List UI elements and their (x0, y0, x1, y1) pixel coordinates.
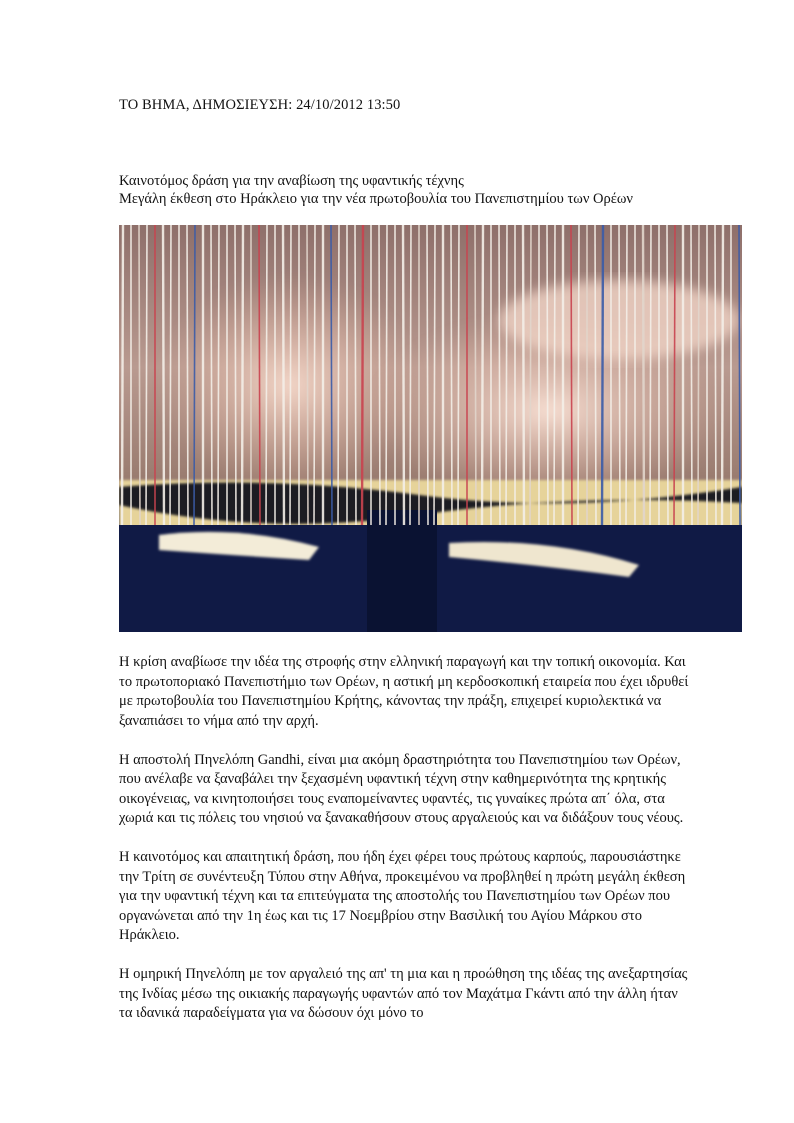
publication-header: ΤΟ ΒΗΜΑ, ΔΗΜΟΣΙΕΥΣΗ: 24/10/2012 13:50 (119, 97, 401, 113)
article-paragraph: Η κρίση αναβίωσε την ιδέα της στροφής στην ελληνική παραγωγή και την τοπική οικονομία. Και το πρωτοποριακό Πανεπιστήμιο των Ορέων, η αστική μη κερδοσκοπική εταιρεία που έχει ιδρυθεί με πρωτοβουλία του Πανεπιστημίου Κρήτης, κάνοντας την πράξη, επιχειρεί κυριολεκτικά να ξαναπιάσει το νήμα από την αρχή. (119, 654, 689, 729)
article-title: Καινοτόμος δράση για την αναβίωση της υφαντικής τέχνης (119, 173, 464, 189)
article-body (119, 653, 694, 1043)
article-subtitle: Μεγάλη έκθεση στο Ηράκλειο για την νέα πρωτοβουλία του Πανεπιστημίου των Ορέων (119, 191, 633, 207)
article-paragraph: Η καινοτόμος και απαιτητική δράση, που ήδη έχει φέρει τους πρώτους καρπούς, παρουσιάστηκε την Τρίτη σε συνέντευξη Τύπου στην Αθήνα, προκειμένου να προβληθεί η πρώτη μεγάλη έκθεση για την υφαντική τέχνη και τα επιτεύγματα της αποστολής του Πανεπιστημίου των Ορέων που οργανώνεται από την 1η έως και τις 17 Νοεμβρίου στην Βασιλική του Αγίου Μάρκου στο Ηράκλειο. (119, 849, 686, 943)
loom-weaving-photo (119, 225, 742, 632)
article-headings (119, 172, 679, 208)
article-paragraph: Η ομηρική Πηνελόπη με τον αργαλειό της απ' τη μια και η προώθηση της ιδέας της ανεξαρτησίας της Ινδίας μέσω της οικιακής παραγωγής υφαντών από τον Μαχάτμα Γκάντι από την άλλη ήταν τα ιδανικά παραδείγματα για να δώσουν όχι μόνο το (119, 966, 688, 1021)
article-paragraph: Η αποστολή Πηνελόπη Gandhi, είναι μια ακόμη δραστηριότητα του Πανεπιστημίου των Ορέων, που ανέλαβε να ξαναβάλει την ξεχασμένη υφαντική τέχνη στην καθημερινότητα της κρητικής οικογένειας, να κινητοποιήσει τους εναπομείναντες υφαντές, τις γυναίκες πρώτα απ΄ όλα, στα χωριά και τις πόλεις του νησιού να ξανακαθήσουν στους αργαλειούς και να διδάξουν τους νέους. (119, 751, 684, 826)
